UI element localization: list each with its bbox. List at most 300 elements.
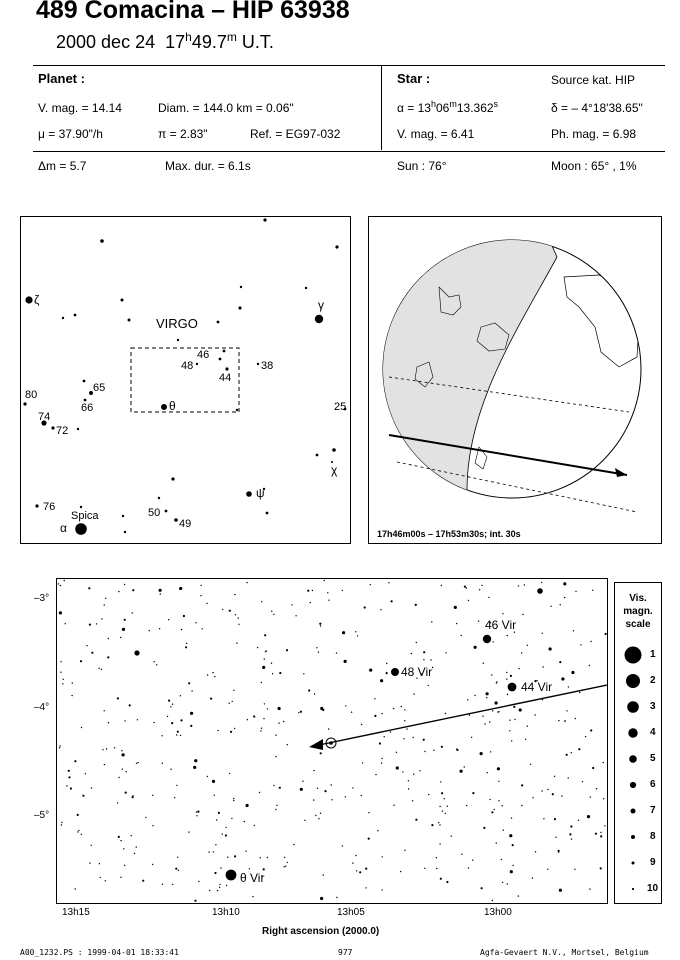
- background-star: [345, 796, 346, 797]
- background-star: [156, 664, 157, 665]
- background-star: [186, 643, 187, 644]
- info-divider: [381, 66, 382, 150]
- background-star: [217, 730, 218, 731]
- background-star: [445, 813, 446, 814]
- background-star: [413, 774, 414, 775]
- background-star: [279, 672, 281, 674]
- background-star: [194, 759, 197, 762]
- mag-scale-title-3: scale: [625, 619, 651, 630]
- label-38: 38: [261, 360, 274, 372]
- background-star: [259, 792, 260, 793]
- background-star: [225, 827, 226, 828]
- background-star: [489, 721, 490, 722]
- background-star: [100, 877, 101, 878]
- constellation-name: VIRGO: [156, 316, 198, 331]
- background-star: [287, 744, 288, 745]
- background-star: [502, 882, 503, 883]
- background-star: [142, 880, 144, 882]
- background-star: [96, 623, 97, 624]
- background-star: [368, 812, 369, 813]
- background-star: [225, 834, 227, 836]
- label-49: 49: [179, 518, 192, 530]
- background-star: [206, 603, 207, 604]
- background-star: [114, 747, 115, 748]
- background-star: [464, 766, 465, 767]
- background-star: [327, 592, 328, 593]
- background-star: [300, 788, 303, 791]
- background-star: [442, 810, 443, 811]
- background-star: [561, 677, 564, 680]
- background-star: [234, 594, 235, 595]
- background-star: [560, 604, 561, 605]
- background-star: [284, 866, 285, 867]
- background-star: [104, 710, 105, 711]
- background-star: [307, 590, 309, 592]
- background-star: [510, 870, 513, 873]
- footer-printer: Agfa-Gevaert N.V., Mortsel, Belgium: [480, 948, 649, 957]
- background-star: [234, 728, 235, 729]
- background-star: [566, 754, 568, 756]
- background-star: [521, 784, 523, 786]
- background-star: [313, 770, 314, 771]
- background-star: [214, 872, 216, 874]
- background-star: [136, 846, 137, 847]
- background-star: [566, 710, 567, 711]
- background-star: [461, 854, 462, 855]
- background-star: [247, 719, 248, 720]
- background-star: [264, 658, 265, 659]
- background-star: [423, 651, 425, 653]
- background-star: [176, 785, 177, 786]
- background-star: [70, 787, 72, 789]
- background-star: [388, 582, 389, 583]
- background-star: [580, 644, 581, 645]
- background-star: [482, 716, 483, 717]
- background-star: [108, 722, 109, 723]
- background-star: [137, 762, 138, 763]
- background-star: [384, 736, 385, 737]
- background-star: [412, 800, 413, 801]
- background-star: [479, 589, 480, 590]
- earth-globe-svg: [369, 217, 661, 543]
- background-star: [91, 787, 92, 788]
- background-star: [564, 597, 565, 598]
- background-star: [324, 580, 325, 581]
- background-star: [486, 697, 487, 698]
- background-star: [494, 809, 495, 810]
- background-star: [590, 796, 591, 797]
- background-star: [64, 580, 65, 581]
- background-star: [217, 890, 218, 891]
- background-star: [419, 770, 420, 771]
- background-star: [519, 708, 522, 711]
- background-star: [509, 834, 512, 837]
- x-tick-13h00: 13h00: [484, 907, 512, 918]
- background-star: [559, 661, 561, 663]
- background-star: [342, 631, 345, 634]
- background-star: [575, 718, 576, 719]
- star-phmag: Ph. mag. = 6.98: [551, 127, 637, 141]
- background-star: [491, 674, 492, 675]
- background-star: [60, 661, 61, 662]
- background-star: [183, 615, 185, 617]
- label-74: 74: [38, 411, 51, 423]
- background-star: [302, 781, 303, 782]
- background-star: [226, 885, 227, 886]
- mag-7: 7: [650, 805, 656, 816]
- background-star: [263, 718, 264, 719]
- background-star: [575, 591, 576, 592]
- hour-unit: h: [185, 30, 192, 44]
- background-star: [176, 734, 177, 735]
- background-star: [81, 727, 82, 728]
- background-star: [468, 867, 469, 868]
- label-50: 50: [148, 507, 161, 519]
- background-star: [364, 606, 366, 608]
- background-star: [271, 611, 272, 612]
- background-star: [273, 614, 274, 615]
- background-star: [108, 638, 109, 639]
- globe-caption: 17h46m00s – 17h53m30s; int. 30s: [377, 529, 521, 539]
- footer-file-info: A00_1232.PS : 1999-04-01 18:33:41: [20, 948, 179, 957]
- background-star: [291, 604, 292, 605]
- earth-globe-panel: [368, 216, 662, 544]
- background-star: [313, 799, 314, 800]
- background-star: [320, 752, 322, 754]
- background-star: [124, 619, 126, 621]
- background-star: [276, 805, 277, 806]
- background-star: [474, 646, 477, 649]
- background-star: [506, 678, 507, 679]
- background-star: [495, 701, 498, 704]
- background-star: [131, 835, 132, 836]
- background-star: [123, 848, 124, 849]
- mag-6: 6: [650, 779, 656, 790]
- background-star: [161, 735, 162, 736]
- background-star: [175, 868, 177, 870]
- background-star: [535, 851, 536, 852]
- background-star: [286, 649, 288, 651]
- background-star: [558, 720, 559, 721]
- background-star: [403, 738, 404, 739]
- background-star: [104, 764, 105, 765]
- background-star: [589, 665, 590, 666]
- background-star: [489, 799, 490, 800]
- background-star: [233, 800, 234, 801]
- background-star: [196, 815, 197, 816]
- background-star: [492, 900, 493, 901]
- label-25: 25: [334, 401, 347, 413]
- background-star: [212, 672, 213, 673]
- mag-10: 10: [647, 883, 659, 894]
- background-star: [245, 851, 246, 852]
- mag-2: 2: [650, 675, 656, 686]
- background-star: [190, 725, 192, 727]
- background-star: [317, 788, 318, 789]
- background-star: [85, 773, 86, 774]
- background-star: [59, 745, 60, 746]
- background-star: [573, 630, 574, 631]
- background-star: [554, 818, 556, 820]
- target-star: [329, 741, 333, 745]
- background-star: [265, 651, 266, 652]
- background-star: [541, 582, 542, 583]
- background-star: [525, 739, 526, 740]
- background-star: [578, 820, 579, 821]
- background-star: [543, 818, 544, 819]
- background-star: [469, 714, 470, 715]
- background-star: [249, 868, 250, 869]
- background-star: [129, 704, 131, 706]
- background-star: [423, 659, 424, 660]
- background-star: [454, 606, 457, 609]
- mag-5: 5: [650, 753, 656, 764]
- background-star: [440, 878, 442, 880]
- background-star: [304, 820, 305, 821]
- background-star: [180, 719, 182, 721]
- mag-4: 4: [650, 727, 656, 738]
- background-star: [492, 710, 493, 711]
- background-star: [402, 771, 403, 772]
- background-star: [396, 752, 397, 753]
- background-star: [120, 637, 121, 638]
- footer-page-number: 977: [338, 948, 353, 957]
- background-star: [491, 811, 493, 813]
- background-star: [279, 787, 281, 789]
- background-star: [220, 867, 221, 868]
- background-star: [264, 703, 265, 704]
- max-duration: Max. dur. = 6.1s: [165, 159, 251, 173]
- background-star: [212, 780, 215, 783]
- background-star: [194, 900, 196, 902]
- mag-1: 1: [650, 649, 656, 660]
- background-star: [101, 618, 102, 619]
- background-star: [590, 729, 592, 731]
- background-star: [377, 830, 378, 831]
- background-star: [522, 614, 523, 615]
- background-star: [168, 700, 170, 702]
- background-star: [122, 753, 125, 756]
- background-star: [365, 887, 366, 888]
- background-star: [275, 735, 276, 736]
- background-star: [230, 731, 232, 733]
- background-star: [471, 737, 472, 738]
- background-star: [357, 635, 358, 636]
- background-star: [229, 773, 230, 774]
- background-star: [89, 862, 90, 863]
- background-star: [527, 645, 528, 646]
- background-star: [324, 790, 326, 792]
- background-star: [359, 871, 361, 873]
- background-star: [331, 784, 332, 785]
- background-star: [80, 660, 82, 662]
- background-stars: [58, 580, 607, 902]
- background-star: [101, 669, 102, 670]
- background-star: [439, 824, 440, 825]
- background-star: [547, 869, 548, 870]
- detail-star-chart: [56, 578, 608, 904]
- y-tick-4: –4°: [34, 702, 50, 713]
- background-star: [272, 673, 273, 674]
- background-star: [209, 890, 210, 891]
- background-star: [260, 857, 261, 858]
- background-star: [261, 682, 262, 683]
- background-star: [509, 720, 510, 721]
- background-star: [600, 835, 602, 837]
- background-star: [319, 623, 321, 625]
- background-star: [252, 896, 253, 897]
- background-star: [352, 862, 353, 863]
- background-star: [81, 834, 82, 835]
- background-star: [261, 601, 262, 602]
- background-star: [180, 695, 181, 696]
- background-star: [439, 843, 440, 844]
- background-star: [219, 887, 220, 888]
- background-star: [267, 857, 268, 858]
- background-star: [66, 785, 67, 786]
- background-star: [370, 584, 371, 585]
- background-star: [351, 712, 352, 713]
- background-star: [428, 794, 429, 795]
- background-star: [118, 836, 120, 838]
- background-star: [569, 833, 571, 835]
- background-star: [441, 585, 442, 586]
- minute-unit: m: [226, 30, 237, 44]
- background-star: [320, 625, 321, 626]
- background-star: [380, 679, 383, 682]
- background-star: [445, 713, 446, 714]
- background-star: [253, 715, 255, 717]
- background-star: [188, 682, 190, 684]
- background-star: [568, 777, 569, 778]
- background-star: [102, 749, 103, 750]
- label-66: 66: [81, 402, 94, 414]
- star-ra: [397, 99, 498, 115]
- background-star: [355, 631, 356, 632]
- background-star: [159, 628, 160, 629]
- label-48-vir: 48 Vir: [401, 665, 433, 679]
- background-star: [197, 811, 199, 813]
- background-star: [603, 798, 604, 799]
- background-star: [481, 887, 483, 889]
- background-star: [411, 653, 412, 654]
- event-datetime: [56, 30, 274, 53]
- background-star: [233, 690, 234, 691]
- label-theta-vir: θ Vir: [240, 871, 265, 885]
- background-star: [134, 853, 135, 854]
- background-star: [72, 682, 73, 683]
- background-star: [408, 788, 409, 789]
- background-star: [318, 652, 319, 653]
- background-star: [214, 795, 215, 796]
- background-star: [381, 758, 382, 759]
- background-star: [71, 695, 72, 696]
- background-star: [461, 635, 462, 636]
- background-star: [58, 583, 59, 584]
- delta-mag: Δm = 5.7: [38, 159, 87, 173]
- x-tick-13h10: 13h10: [212, 907, 240, 918]
- background-star: [262, 666, 265, 669]
- background-star: [320, 707, 323, 710]
- background-star: [603, 762, 604, 763]
- background-star: [501, 805, 502, 806]
- info-top-rule: [33, 65, 665, 66]
- background-star: [124, 865, 125, 866]
- star-vmag: V. mag. = 6.41: [397, 127, 475, 141]
- background-star: [264, 634, 266, 636]
- background-star: [379, 742, 381, 744]
- background-star: [316, 647, 317, 648]
- background-star: [362, 762, 363, 763]
- background-star: [77, 814, 79, 816]
- background-star: [565, 720, 566, 721]
- background-star: [571, 838, 572, 839]
- background-star: [172, 884, 173, 885]
- background-star: [486, 692, 489, 695]
- background-star: [416, 604, 417, 605]
- background-star: [498, 800, 499, 801]
- background-star: [447, 806, 448, 807]
- background-star: [488, 597, 489, 598]
- planet-vmag: V. mag. = 14.14: [38, 101, 122, 115]
- background-star: [512, 865, 513, 866]
- background-star: [86, 645, 87, 646]
- background-star: [190, 712, 193, 715]
- background-star: [438, 822, 439, 823]
- background-star: [600, 832, 601, 833]
- ra-s-unit: s: [493, 99, 499, 109]
- background-star: [120, 877, 121, 878]
- background-star: [195, 622, 196, 623]
- background-star: [466, 805, 467, 806]
- background-star: [543, 666, 544, 667]
- background-star: [132, 589, 134, 591]
- background-star: [293, 844, 294, 845]
- background-star: [59, 611, 62, 614]
- background-star: [497, 711, 498, 712]
- background-star: [125, 792, 127, 794]
- background-star: [424, 868, 425, 869]
- background-star: [498, 781, 499, 782]
- label-theta: θ: [169, 399, 176, 413]
- background-star: [178, 870, 179, 871]
- background-star: [460, 770, 463, 773]
- background-star: [162, 884, 163, 885]
- background-star: [521, 805, 522, 806]
- background-star: [98, 668, 99, 669]
- background-star: [246, 804, 249, 807]
- background-star: [196, 811, 197, 812]
- background-star: [375, 774, 376, 775]
- background-star: [374, 715, 376, 717]
- sun-elongation: Sun : 76°: [397, 159, 447, 173]
- label-48: 48: [181, 360, 194, 372]
- background-star: [467, 699, 468, 700]
- planet-diameter: Diam. = 144.0 km = 0.06": [158, 101, 294, 115]
- ra-h-unit: h: [430, 99, 436, 109]
- background-star: [88, 587, 90, 589]
- background-star: [318, 818, 319, 819]
- background-star: [99, 863, 100, 864]
- background-star: [160, 593, 161, 594]
- background-star: [582, 781, 583, 782]
- background-star: [590, 641, 591, 642]
- background-star: [60, 672, 61, 673]
- label-72: 72: [56, 425, 69, 437]
- background-star: [503, 830, 504, 831]
- background-star: [145, 817, 146, 818]
- background-star: [61, 822, 62, 823]
